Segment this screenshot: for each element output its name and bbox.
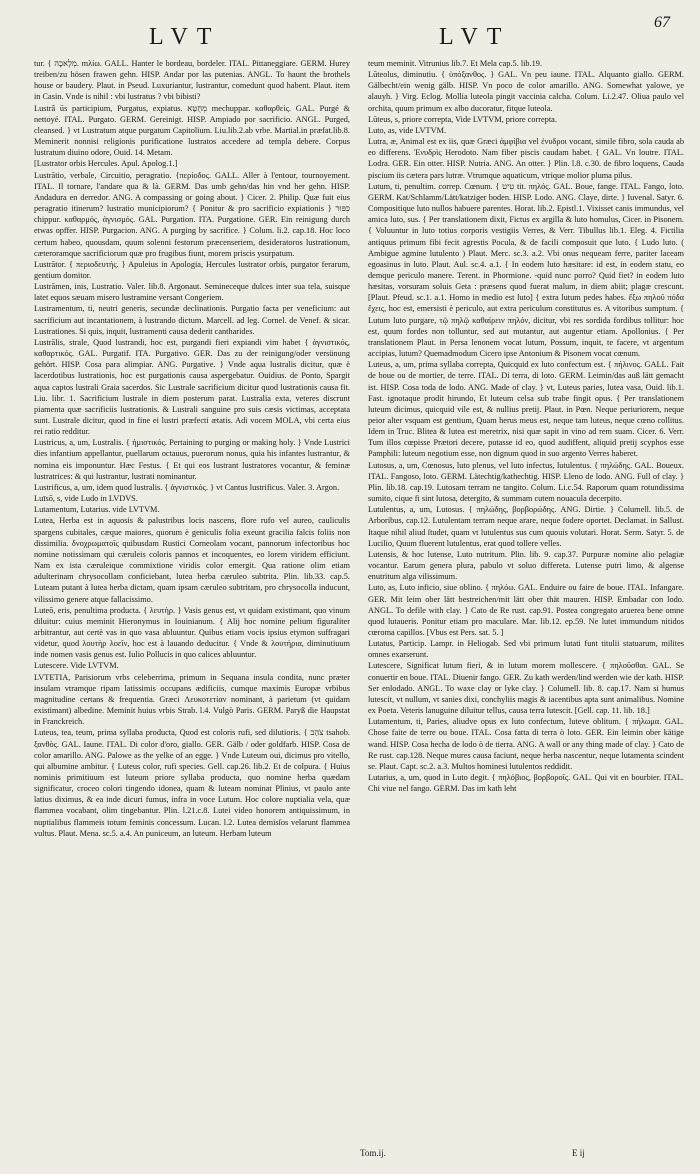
entry-paragraph: Lustrificus, a, um, idem quod lustralis. { ἀγνιστικός. } vt Cantus lustrificus. Valer. 3. Argon.	[34, 482, 340, 492]
entry-paragraph: Luteō, eris, penultima producta. { λευτὴρ. } Vasis genus est, vt quidam existimant, quo vinum diluitur: cuius meminit Hieronymus in Iouinianum. { Alij hoc nomine pelium figuraliter arbitrantur, aut certè vas in quo vasa abluuntur. Quibus etiam vocis ipsius etymon suffragari videtur, quod λουτὴρ λοεῖν, hoc est à lauando deducitur. { Vnde & λουτήρια, diminutiuum inde nomen vasis genus est. Iulio Pollucis in quo calices abluuntur.	[34, 605, 350, 660]
entry-paragraph: LVTETIA, Parisiorum vrbs celeberrima, primum in Sequana insula condita, nunc præter insulam vtramque ripam latissimis occupans ædificiis, cumque maximis Europæ vrbibus magnitudine certans & frequentia. Græci Λευκοτετίαν nominant, à parietum (vt quidam existimant) albedine. Meminit huius vrbis Strab. l.4. Vulgò Paris. GERM. Paryß die Haupstat in Franckreich.	[34, 672, 350, 727]
entry-paragraph: Lutum, ti, penultim. correp. Cœnum. { טִיט tit. πηλός. GAL. Boue, fange. ITAL. Fango, loto. GERM. Kat/Schlamm/Lätt/katziger boden. HISP. Lodo. ANG. Claye, dirte. } Iuvenal. Satyr. 6. Compositique luto nullos habuere parentes. Horat. lib.2. Epistl.1. Vixisset canis immundus, vel amica luto, sus. { Per translationem dixit, Fictus ex argilla & luto homulus, Cicer. in Pisonem. { Voluuntur in luto totius corporis vestigiis Verres, & Verr. Tibullus lib.1. Eleg. 4. Fictilia antiquus primum fibi fecit agrestis Pocula, & de facili composuit que luto. { Ludo luto. ( Ambigue agmine lutulento ) Plaut. Merc. sc.3. a.2. Vbi onus nequeam ferre, pariter laceam egoasinus in luto. Plaut. Aul. sc.4. a.1. { In eodem luto hæsitare: id est, in eodem statu, eo demque periculo manere. Terent. in Phormione. -quid nunc porro? Quid fiet? in eodem luto hæsitas, vorsuram soluis Geta : præsens quod fuerat malum, in diem abiit; plagæ crescunt. [Plaut. Pfeud. sc.1. a.1. Homo in medio est luto] { extra lutum pedes habes. ἔξω πηλοῦ πόδα ἔχεις, hoc est, emersisti è periculo, aut extra periculum constitutus es. A vitoribus sumptum. { Lutum luto purgare, τῷ πηλῷ καθαίρειν πηλόν, dicitur, vbi res sordida fordibus tollitur: hoc est, quum fordes non tolluntur, sed aut mutantur, aut augentur etiam. Apollonius. { Per translationem Plaut. in Persa lenonem vocat lutum, Possum, inquit, te facere, vt argentum accipias, lutum? Quemadmodum Cicero ipse Antonium & Pisonem vocat cœnum.	[368, 181, 684, 359]
right-running-head: LVT	[439, 24, 511, 50]
entry-paragraph: Lutarius, a, um, quod in Luto degit. { πηλόβιος, βορβοροῖς. GAL. Qui vit en bourbier. ITAL. Chi viue nel fango. GERM. Das im kath leht	[368, 773, 684, 794]
entry-paragraph: Luto, as, Luto inficio, siue oblino. { πηλόω. GAL. Enduire ou faire de boue. ITAL. Infangare. GER. Mit leim ober lätt bestreichen/mit lätt ober thät mauren. HISP. Embadar con lodo. ANGL. To defile with clay. } Cato de Re rust. cap.91. Postea congregato aruerea bene omne quod lutaueris. Ponitur etiam pro maculare. Mar. lib.12. ep.59. Ne lutet immundum nitidos cœroma capillos. [Vbus est Pers. sat. 5. ]	[368, 583, 684, 637]
entry-paragraph: Luīsō, s, vide Ludo in LVDVS.	[34, 494, 138, 504]
entry-paragraph: Lutamentum, Lutarius. vide LVTVM.	[34, 505, 160, 515]
entry-paragraph: [Lustrator orbis Hercules. Apul. Apolog.1.]	[34, 159, 178, 169]
entry-paragraph: Lustrāmen, inis, Lustratio. Valer. lib.8. Argonaut. Semineceque dulces inter sua tela, suisque latet equos sæuam misero lustramine versant Congeriem.	[34, 282, 350, 303]
entry-paragraph: Lutulentus, a, um, Lutosus. { πηλώδης, βορβορώδης. ANG. Dirtie. } Columell. lib.5. de Arboribus, cap.12. Lutulentam terram neque arare, neque fodere oportet. Declamat. in Sallust. Itaque nihil aliud ſtudet, quam vt lutulentus sus cum quouis volutari. Horat. Serm. Satyr. 5. de Lucilio, Quum fluerent lutulentus, erat quod tollere velles.	[368, 505, 684, 548]
entry-paragraph: Lustrālis, strale, Quod lustrandi, hoc est, purgandi fieri expiandi vim habet { ἁγνιστικός, καθαρτικός. GAL. Purgatif. ITA. Purgativo. GER. Das zu der reinigung/oder versünung gehört. HISP. Cosa para alimpiar. ANG. Purgative. } Vnde aqua lustralis dicitur, quæ è lacerdotibus lustrationis, hoc est purgationis causa aspergebatur. Ouidius. de Ponto, Spargit aqua captos lustrali Graia sacerdos. Sic Lustrale sacrificium dicitur quod lustrationis causa fit. Liu. libr. 1. Sacrificium lustrale in diem posterum parat. Lustralia exta, veteres discrunt piamenta quæ sacrificiis lustrationis. & Lustrali sanguine pro suis cæsis victimas, acceptata sunt. Lustrale dicitur, quod in fine ei lustri præfecti ætatis. Adi vocem MOLA, vbi certa eius rei ratio redditur.	[34, 337, 350, 437]
entry-paragraph: Lutra, æ, Animal est ex iis, quæ Græci ἀμφίβια vel ἐνυδροι vocant, simile fibro, sola cauda ab eo differens. Ἐνυδρὶς Herodoto. Nam fiber piscis caudam habet. { GAL. Vn loutre. ITAL. Lodra. GER. Ein otter. HISP. Nutria. ANG. An otter. } Plin. l.8. c.30. de fibro loquens, Cauda piscium iis cætera pars lutræ. Vtrumque aquaticum, vtrique molior pluma pilus.	[368, 137, 684, 180]
entry-paragraph: Lutamentum, ti, Paries, aliudve opus ex luto confectum, luteve oblitum. { πήλωμα. GAL. Chose faite de terre ou boue. ITAL. Cosa fatta di terra ò loto. GER. Ein leimin ober kätige wand. HISP. Cosa hecha de lodo ò de tierra. ANG. A wall or any thing made of clay. } Cato de Re rust. cap.128. Neque mures causa faciunt, neque herba nascentur, neque lutamenta scindent se. Plaut. Capt. sc.2. a.3. Multos hominesi lutulentos reddidit.	[368, 717, 684, 771]
entry-paragraph: Lustrâ ūs participium, Purgatus, expiatus. מְחֻטָּא mechuppar. καθαρθεὶς. GAL. Purgé & nettoyé. ITAL. Purgato. GERM. Gereinigt. HISP. Ampiado por sacrificio. ANGL. Purged, cleansed. } vt Lustratum atque purgatum Capitolium. Liu.lib.2.ab vrbe. Martial.in præfat.lib.8. Meminerit nonnisi religionis purificatione lustratos accedere ad templa debere. Corpus lustratum diuino odore, Ouid. 14. Metam.	[34, 103, 350, 158]
entry-paragraph: Lutescere. Vide LVTVM.	[34, 661, 119, 671]
entry-paragraph: Lustrātor. { περιοδευτής. } Apuleius in Apologia, Hercules lustrator orbis, purgator ferarum, gentium domitor.	[34, 259, 350, 280]
entry-paragraph: Luteus, tea, teum, prima syllaba producta, Quod est coloris rufi, sed dilutioris. { צֹהַב tsahob. ξανθὸς. GAL. Iaune. ITAL. Di color d'oro, giallo. GER. Gälb / oder goldfarb. HISP. Cosa de color amarillo. ANG. Palowe as the yelke of an egge. } Vnde Luteum oui, dicimus pro vitello, qui albumine ambitur. { Luteus color, rufi species. Gell. cap.26. lib.2. Et de colpura. { Huius nominis primitiuum est luteum priore syllaba producta, quo nomine herba quædam significatur, croceo colori tingendo idonea, quam & luteam nominat Plinius, vt paulo ante latius diximus, & ea inde dicuri fumus, infra in voce Lutum. Hoc colore nuptialia vela, quæ flammea vocabant, olim tingebantur. Plin. l.21.c.8. Lutei video honorem antiquissimum, in nuptialibus flammeis totum feminis concessum. Lucan. l.2. Lutea demisſos velarunt flammea vultus. Plaut. Mena. sc.5. a.4. An puniceum, an luteum. Herbam luteum	[34, 728, 350, 838]
entry-paragraph: Lūteolus, diminutiu. { ὑπόξανθος. } GAL. Vn peu iaune. ITAL. Alquanto giallo. GERM. Gälbecht/ein wenig gälb. HISP. Vn poco de color amarillo. ANG. Somewhat yalowe, ye alauyh. } Virg. Eclog. Mollia luteola pingit vaccinia calcha. Colum. Li.2.47. Oliua paulo vel orchita, quum primum ex albo ducoratur, fitque luteola.	[368, 70, 684, 113]
right-column	[368, 58, 684, 1148]
entry-paragraph: Luto, as, vide LVTVM.	[368, 125, 447, 135]
two-column-body	[34, 58, 684, 1148]
entry-paragraph: Lūteus, s, priore correpta, Vide LVTVM, priore correpta.	[368, 114, 557, 124]
entry-paragraph: Luteus, a, um, prima syllaba correpta, Quicquid ex luto confectum est. { πήλινος. GALL. Fait de boue ou de mortier, de terre. ITAL. Di terra, di loto. GERM. Leimin/das auß lätt gemacht ist. HISP. Cosa toda de lodo. ANG. Made of clay. } vt, Luteus paries, lutea vasa, Ouid. lib.1. Fast. ignotaque prodit hirundo, Et luteum celsa sub trabe fingit opus. { Per translationem luteum dicimus, quicquid vile est, & nullius pretij. Plaut. in Pœn. Neque periuriorem, neque peior alter vsquam est gentium, Quam herus meus est, neque tam luteus, neque cœno collitus. Idem in Truc. Blitea & lutea est meretrix, nisi quæ sapit in vino ad rem suam. Cicer. 6. Verr. Tum illos cœpisse Prætori decere, putasse id eo, quod audiffent, aliquid pretij scyphos esse Pamphili: luteum negotium esse, non dignum quod in suo argento Verres haberet.	[368, 360, 684, 459]
page-footer	[34, 1148, 682, 1164]
left-running-head: LVT	[149, 24, 221, 50]
entry-paragraph: Lustramentum, ti, neutri generis, secundæ declinationis. Purgatio facta per veneficium: aut sacrificium aut incantationem, à lustrando dictum. Marcell. ad leg. Cornel. de Venef. & sicar. Lustrationes. Si quis, inquit, lustramenti causa dederit cantharides.	[34, 304, 350, 336]
entry-paragraph: Lutosus, a, um, Cœnosus, luto plenus, vel luto infectus, lutulentus. { πηλώδης. GAL. Boueux. ITAL. Fangoso, loto. GERM. Lätechtig/kathechtig. HISP. Lleno de lodo. ANG. Full of clay. } Plin. lib.18. cap.19. Lutosam terram ne tangito. Colum. Li.c.54. Raporum quam rotundissima sumito, cique fi sint lutosa, detergito, & summam cutem nouacula decerpito.	[368, 460, 684, 504]
left-column	[34, 58, 350, 1148]
entry-paragraph: Lutescere, Significat lutum fieri, & in lutum morem mollescere. { πηλοῦσθαι. GAL. Se conuertir en boue. ITAL. Diuenir fango. GER. Zu kath werden/lind werden wie der kath. HISP. Ser enlodado. ANGL. To waxe clay or lyke clay. } Columell. lib. 8. cap.17. Nam si humus lutescit, vt nullum, vt sanies dixi, conchyliis magis & iacentibus apta sunt animalibus. Nomine ex Poeta. Veteris lanuguine diluitur tellus, causa terra lutescit. [Gell. cap. 11. lib. 18.]	[368, 661, 684, 716]
page-number: 67	[654, 14, 670, 31]
entry-paragraph: tur. { מְלָאכָה. mλίω. GALL. Hanter le bordeau, bordeler. ITAL. Pittaneggiare. GERM. Hurey treiben/zu hösen frawen gehn. HISP. Andar por las putenias. ANGL. To haunt the brothels house or baudery. Plaut. in Pseud. Luxuriantur, lustrantur, comedunt quod habent. Plaut. item in Casin. Vnde is nihil : vbi lustratus ? vbi bibisti?	[34, 59, 350, 102]
entry-paragraph: Lustrātio, verbale, Circuitio, peragratio. {περίοδος. GALL. Aller à l'entour, tournoyement. ITAL. Il tornare, l'andare qua & là. GERM. Das umb gehn/das hin vnd her gehn. HISP. Andadura en derredor. ANG. A compassing or going about. } Cicer. 2. Philip. Quæ fuit eius peragratio itinerum? lustratio municipiorum? { Ponitur & pro sacrificio expiationis } כִּפּוּר chippur. καθαρμός, ἁγνισμός. GAL. Purgation. ITA. Purgatione. GER. Ein reinigung durch etwas opffer. HISP. Purgacion. ANG. A purging by sacrifice. } Colum. li.2. cap.18. Hoc loco certum habeo, quousdam, quum solenni festorum præcenseriem, desideratoros lustrationum, cæteroramque sacrificiorum quæ pro frugibus fiunt, morem priscis ysurpatum.	[34, 170, 350, 258]
signature-mark: E ij	[572, 1148, 585, 1158]
entry-paragraph: teum meminit. Vitrunius lib.7. Et Mela cap.5. lib.19.	[368, 59, 543, 68]
entry-paragraph: Lutensis, & hoc lutense, Luto nutritum. Plin. lib. 9. cap.37. Purpuræ nomine alio pelagiæ vocantur. Earum genera plura, pabulo vt soluo differeta. Lutense putri limo, & algense enutritum alga vilissimum.	[368, 549, 684, 582]
entry-paragraph: Lutea, Herba est in aquosis & palustribus locis nascens, flore rufo vel aureo, cauliculis spargens cubitales, cæque maiores, quorum è geniculis folia exeunt gracilia falcis foliis non dissimilia. δνοχρωματοῖς quibusdam Rustici Corneolam vocant, pannorum infectoribus hoc nomine notissimam qui cæruleis coloris pannos et incoquentes, eo lorem viridem efficiunt. Nam ex ista cæruleique commixtione viridis color emergit. Qua ratione olim etiam adulterinam chrysocollam conficiebant, lutea herba cæruleo subtrita. Plin. lib.33. cap.5. Luteam putant à lutea herba dictam, quam ipsam cæruleo subtritam, pro chrysocolla inducunt, vilissimo genere atque fallacissimo.	[34, 516, 350, 604]
entry-paragraph: Lutatus, Particip. Lampr. in Heliogab. Sed vbi primum lutati funt titulii statuarum, milites omnes exarserunt.	[368, 639, 684, 660]
volume-mark: Tom.ij.	[360, 1148, 386, 1158]
running-header	[34, 14, 682, 54]
entry-paragraph: Lustricus, a, um, Lustralis. { ἡμιστικός. Pertaining to purging or making holy. } Vnde Lustrici dies infantium appellantur, puellarum octauus, puerorum nonus, quia his infantes lustrantur, & nomina eis imponuntur. Hæc Festus. { Et qui eos lustrant lustratores vocantur, & feminæ lustratrices: & qui lustrantur, lustrati nominantur.	[34, 438, 350, 481]
